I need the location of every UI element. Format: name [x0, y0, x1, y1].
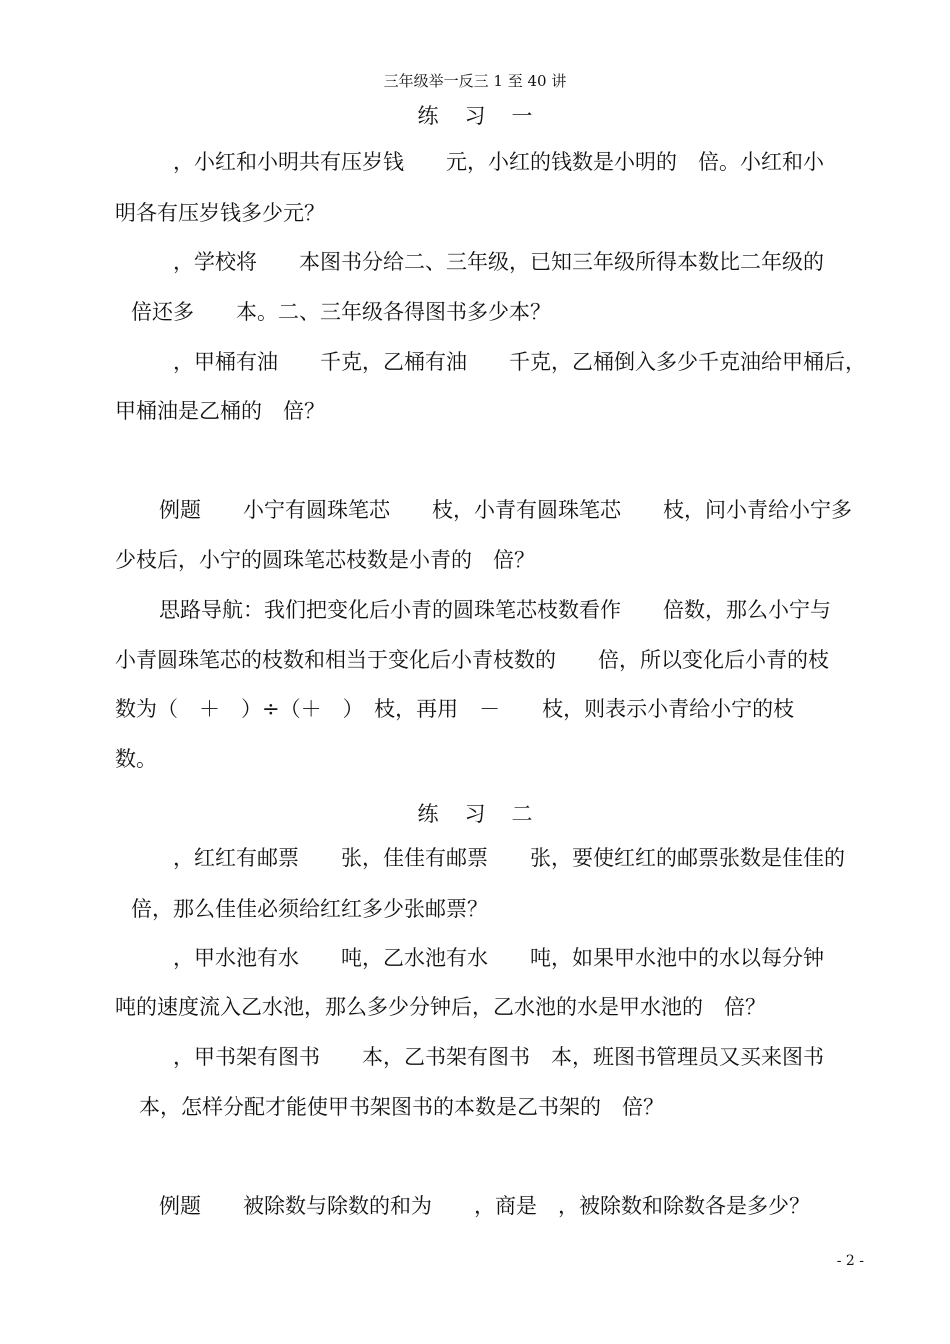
problem-5-line-2: 吨的速度流入乙水池，那么多少分钟后，乙水池的水是甲水池的 倍？ [115, 995, 766, 1019]
problem-4-line-2: 倍，那么佳佳必须给红红多少张邮票？ [131, 897, 488, 921]
problem-2-line-1: ，学校将 本图书分给二、三年级，已知三年级所得本数比二年级的 [173, 250, 824, 274]
section-title-exercise-2: 练习二 [417, 802, 559, 826]
problem-5-line-1: ，甲水池有水 吨，乙水池有水 吨，如果甲水池中的水以每分钟 [173, 946, 824, 970]
problem-3-line-2: 甲桶油是乙桶的 倍？ [115, 399, 325, 423]
problem-4-line-1: ，红红有邮票 张，佳佳有邮票 张，要使红红的邮票张数是佳佳的 [173, 846, 845, 870]
problem-3-line-1: ，甲桶有油 千克，乙桶有油 千克，乙桶倒入多少千克油给甲桶后， [173, 350, 866, 374]
page-header: 三年级举一反三 1 至 40 讲 [383, 72, 567, 90]
example-2-line: 例题 被除数与除数的和为 ，商是 ，被除数和除数各是多少？ [159, 1194, 810, 1218]
page-number: - 2 - [836, 1253, 864, 1269]
example-line-2: 少枝后，小宁的圆珠笔芯枝数是小青的 倍？ [115, 548, 535, 572]
analysis-line-1: 思路导航：我们把变化后小青的圆珠笔芯枝数看作 倍数，那么小宁与 [159, 598, 831, 622]
example-line-1: 例题 小宁有圆珠笔芯 枝，小青有圆珠笔芯 枝，问小青给小宁多 [159, 498, 852, 522]
problem-6-line-2: 本，怎样分配才能使甲书架图书的本数是乙书架的 倍？ [139, 1095, 664, 1119]
problem-6-line-1: ，甲书架有图书 本，乙书架有图书 本，班图书管理员又买来图书 [173, 1045, 824, 1069]
section-title-exercise-1: 练习一 [417, 104, 559, 128]
problem-2-line-2: 倍还多 本。二、三年级各得图书多少本？ [131, 300, 551, 324]
analysis-line-4: 数。 [115, 747, 157, 771]
analysis-line-3: 数为（ ＋ ）÷（＋ ） 枝，再用 － 枝，则表示小青给小宁的枝 [115, 697, 795, 721]
problem-1-line-2: 明各有压岁钱多少元？ [115, 201, 325, 225]
analysis-line-2: 小青圆珠笔芯的枝数和相当于变化后小青枝数的 倍，所以变化后小青的枝 [115, 648, 829, 672]
problem-1-line-1: ，小红和小明共有压岁钱 元，小红的钱数是小明的 倍。小红和小 [173, 150, 824, 174]
